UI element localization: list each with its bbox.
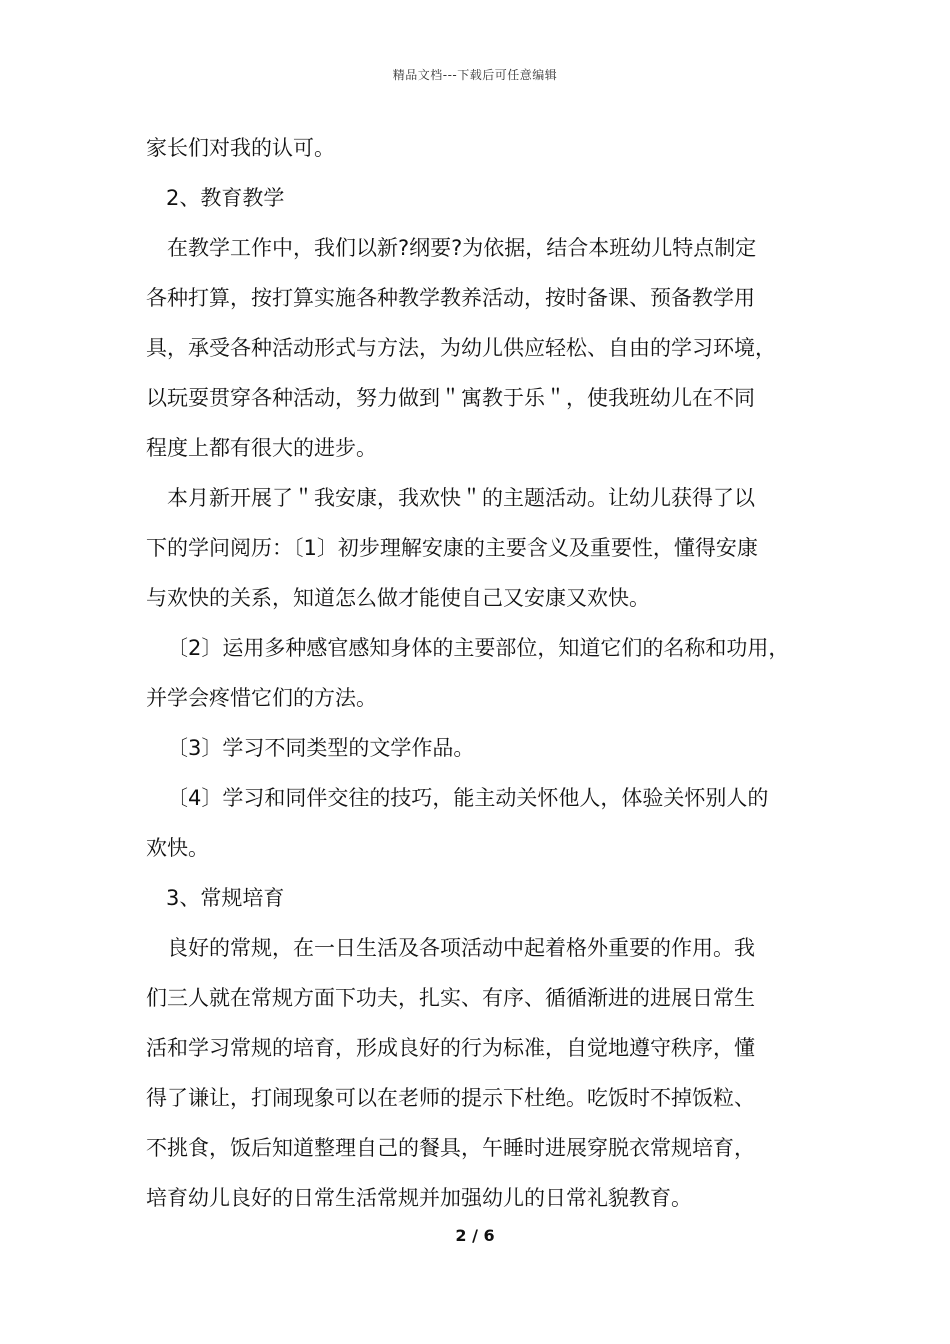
section-heading: 2、教育教学 (166, 186, 285, 210)
document-body (146, 128, 826, 1228)
paragraph-line: 们三人就在常规方面下功夫，扎实、有序、循循渐进的进展日常生 (146, 986, 755, 1010)
paragraph-line: 〔2〕运用多种感官感知身体的主要部位，知道它们的名称和功用， (167, 636, 790, 660)
paragraph-line: 程度上都有很大的进步。 (146, 436, 377, 460)
paragraph-line: 在教学工作中，我们以新?纲要?为依据，结合本班幼儿特点制定 (167, 236, 757, 260)
paragraph-line: 具，承受各种活动形式与方法，为幼儿供应轻松、自由的学习环境， (146, 336, 776, 360)
paragraph-line: 下的学问阅历：〔1〕初步理解安康的主要含义及重要性，懂得安康 (146, 536, 758, 560)
paragraph-line: 得了谦让，打闹现象可以在老师的提示下杜绝。吃饭时不掉饭粒、 (146, 1086, 755, 1110)
paragraph-line: 〔3〕学习不同类型的文学作品。 (167, 736, 475, 760)
paragraph-line: 本月新开展了＂我安康，我欢快＂的主题活动。让幼儿获得了以 (167, 486, 755, 510)
paragraph-line: 活和学习常规的培育，形成良好的行为标准，自觉地遵守秩序，懂 (146, 1036, 755, 1060)
paragraph-line: 并学会疼惜它们的方法。 (146, 686, 377, 710)
paragraph-line: 欢快。 (146, 836, 209, 860)
paragraph-line: 良好的常规，在一日生活及各项活动中起着格外重要的作用。我 (167, 936, 755, 960)
page-number: 2 / 6 (455, 1226, 495, 1245)
section-heading: 3、常规培育 (166, 886, 285, 910)
paragraph-line: 家长们对我的认可。 (146, 136, 335, 160)
paragraph-line: 以玩耍贯穿各种活动，努力做到＂寓教于乐＂，使我班幼儿在不同 (146, 386, 755, 410)
paragraph-line: 不挑食，饭后知道整理自己的餐具，午睡时进展穿脱衣常规培育， (146, 1136, 755, 1160)
paragraph-line: 与欢快的关系，知道怎么做才能使自己又安康又欢快。 (146, 586, 650, 610)
page-header: 精品文档---下载后可任意编辑 (392, 68, 558, 82)
paragraph-line: 〔4〕学习和同伴交往的技巧，能主动关怀他人，体验关怀别人的 (167, 786, 769, 810)
paragraph-line: 各种打算，按打算实施各种教学教养活动，按时备课、预备教学用 (146, 286, 755, 310)
paragraph-line: 培育幼儿良好的日常生活常规并加强幼儿的日常礼貌教育。 (146, 1186, 692, 1210)
